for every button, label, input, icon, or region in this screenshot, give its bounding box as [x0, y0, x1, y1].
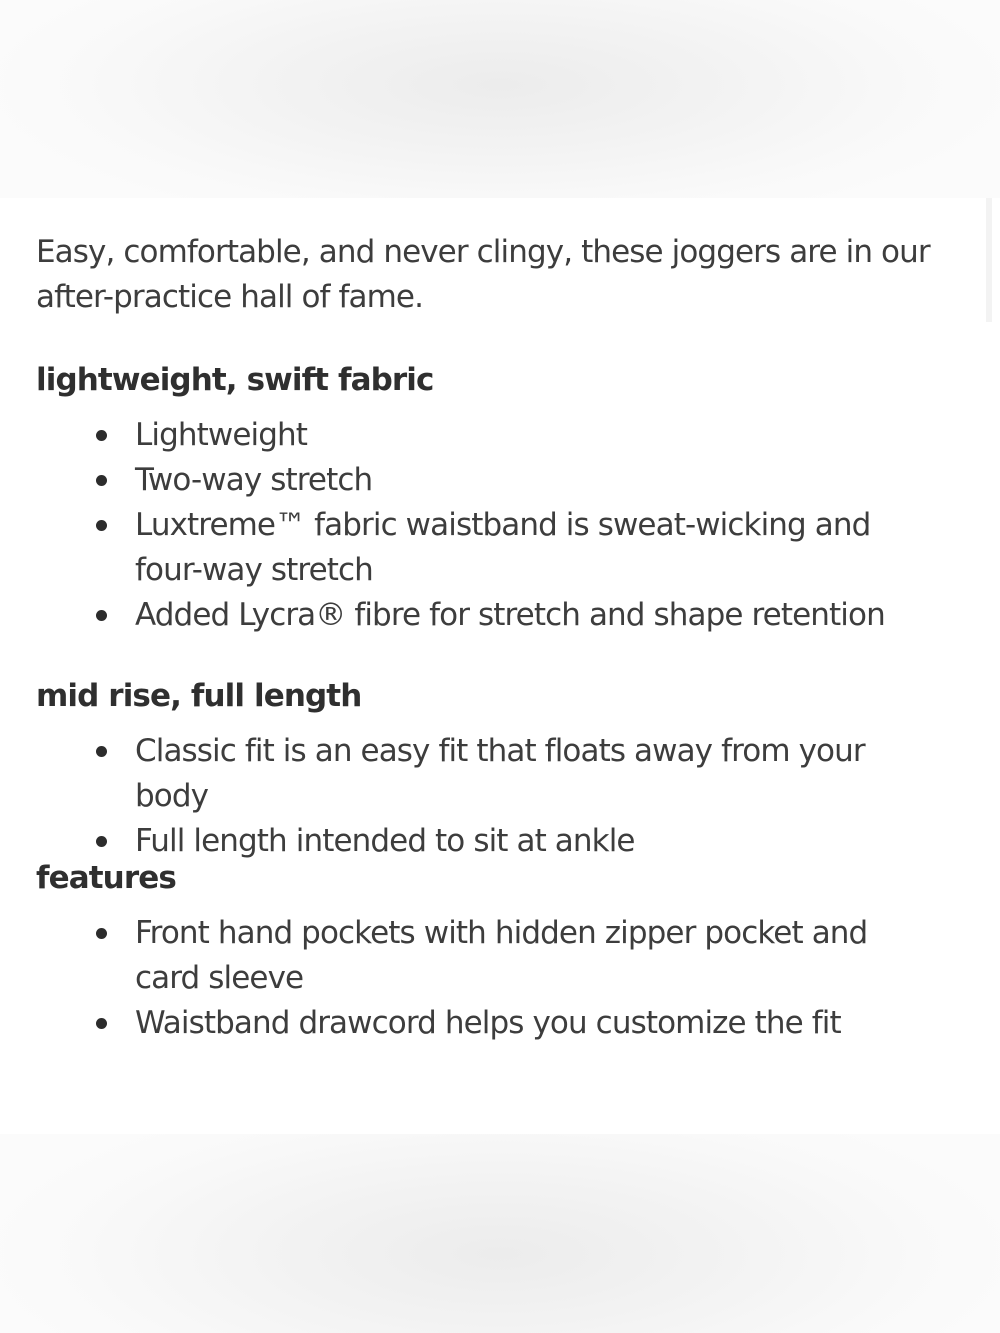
blurred-top-area [0, 0, 1000, 198]
list-item [0, 413, 940, 458]
product-intro-text: Easy, comfortable, and never clingy, these joggers are in our after-practice hall of fame. [36, 234, 930, 315]
bullet-icon [96, 836, 107, 847]
list-item-text: Added Lycra® fibre for stretch and shape retention [135, 597, 885, 633]
list-item-text: Lightweight [135, 417, 307, 453]
bullet-icon [96, 520, 107, 531]
fabric-feature-list [0, 413, 1000, 638]
list-item-text: Classic fit is an easy fit that floats away from your body [135, 733, 865, 814]
bullet-icon [96, 475, 107, 486]
section-heading-fabric: lightweight, swift fabric [36, 362, 434, 398]
scrollbar[interactable] [986, 198, 992, 322]
section-heading-fit: mid rise, full length [36, 678, 362, 714]
list-item-text: Full length intended to sit at ankle [135, 823, 635, 859]
list-item [0, 911, 940, 1001]
list-item-text: Waistband drawcord helps you customize the fit [135, 1005, 841, 1041]
bullet-icon [96, 430, 107, 441]
bullet-icon [96, 1018, 107, 1029]
list-item [0, 503, 940, 593]
features-list [0, 911, 1000, 1046]
list-item [0, 1001, 940, 1046]
list-item [0, 458, 940, 503]
section-heading-features: features [36, 860, 176, 896]
list-item-text: Front hand pockets with hidden zipper pocket and card sleeve [135, 915, 868, 996]
bullet-icon [96, 610, 107, 621]
blurred-bottom-area [0, 1134, 1000, 1333]
bullet-icon [96, 928, 107, 939]
list-item [0, 593, 940, 638]
bullet-icon [96, 746, 107, 757]
list-item-text: Two-way stretch [135, 462, 373, 498]
list-item-text: Luxtreme™ fabric waistband is sweat-wicking and four-way stretch [135, 507, 871, 588]
product-details-panel[interactable] [0, 198, 1000, 1134]
fit-feature-list [0, 729, 1000, 864]
list-item [0, 729, 940, 819]
